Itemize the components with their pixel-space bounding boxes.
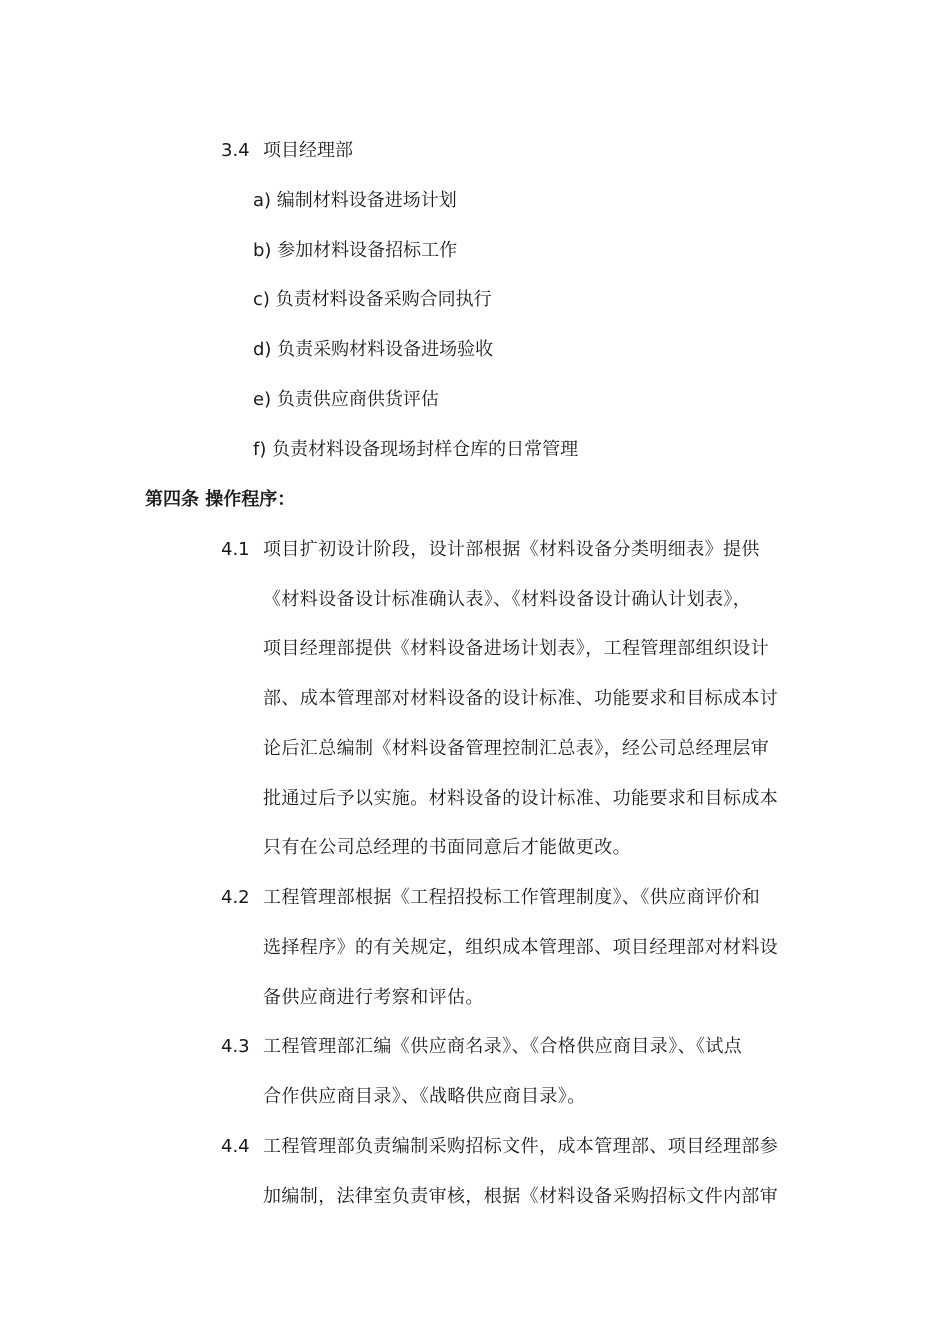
clause-number: 4.3: [221, 1036, 250, 1057]
clause-line: 工程管理部负责编制采购招标文件，成本管理部、项目经理部参: [263, 1136, 779, 1157]
clause-line: 《材料设备设计标准确认表》、《材料设备设计确认计划表》，: [263, 589, 752, 610]
clause-line: 项目扩初设计阶段，设计部根据《材料设备分类明细表》提供: [263, 539, 760, 560]
list-item: e) 负责供应商供货评估: [253, 389, 439, 410]
clause-line: 只有在公司总经理的书面同意后才能做更改。: [263, 837, 631, 858]
section-title: 项目经理部: [263, 140, 353, 161]
article-heading: 第四条 操作程序：: [145, 489, 296, 510]
list-item: d) 负责采购材料设备进场验收: [253, 339, 494, 360]
clause-line: 论后汇总编制《材料设备管理控制汇总表》，经公司总经理层审: [263, 738, 770, 759]
clause-line: 项目经理部提供《材料设备进场计划表》，工程管理部组织设计: [263, 638, 770, 659]
list-item: f) 负责材料设备现场封样仓库的日常管理: [253, 439, 579, 460]
list-item: c) 负责材料设备采购合同执行: [253, 289, 492, 310]
list-item: a) 编制材料设备进场计划: [253, 190, 457, 211]
clause-line: 选择程序》的有关规定，组织成本管理部、项目经理部对材料设: [263, 937, 779, 958]
clause-line: 批通过后予以实施。材料设备的设计标准、功能要求和目标成本: [263, 788, 779, 809]
clause-line: 工程管理部汇编《供应商名录》、《合格供应商目录》、《试点: [263, 1036, 743, 1057]
clause-line: 工程管理部根据《工程招投标工作管理制度》、《供应商评价和: [263, 887, 761, 908]
clause-line: 备供应商进行考察和评估。: [263, 987, 484, 1008]
list-item: b) 参加材料设备招标工作: [253, 240, 458, 261]
clause-number: 4.2: [221, 887, 250, 908]
section-number: 3.4: [221, 140, 250, 161]
clause-line: 加编制，法律室负责审核，根据《材料设备采购招标文件内部审: [263, 1186, 779, 1207]
clause-line: 部、成本管理部对材料设备的设计标准、功能要求和目标成本讨: [263, 688, 779, 709]
clause-number: 4.4: [221, 1136, 250, 1157]
clause-line: 合作供应商目录》、《战略供应商目录》。: [263, 1086, 586, 1107]
clause-number: 4.1: [221, 539, 250, 560]
